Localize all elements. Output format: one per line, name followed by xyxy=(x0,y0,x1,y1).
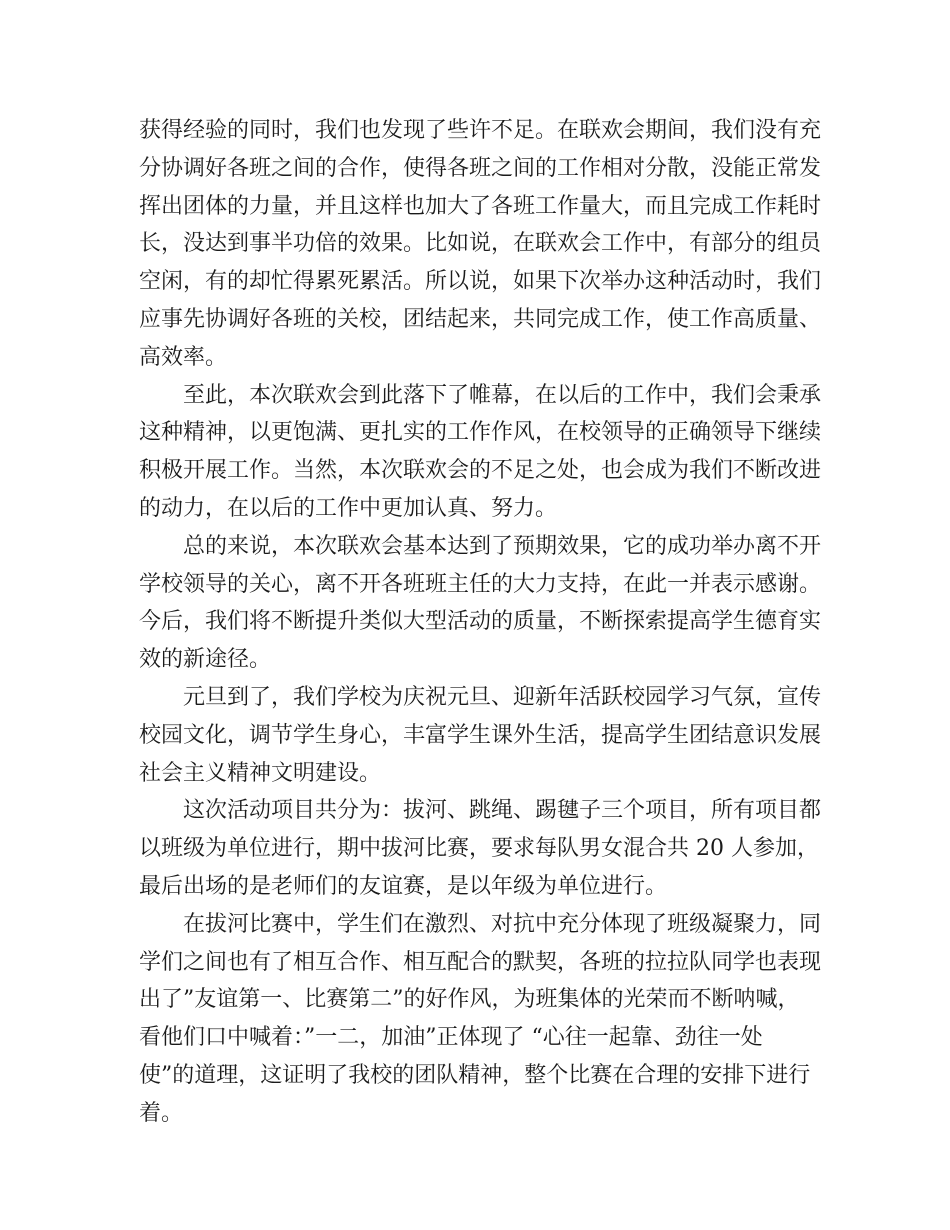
text-line: 校园文化，调节学生身心，丰富学生课外生活，提高学生团结意识发展 xyxy=(139,722,822,748)
text-line: 长，没达到事半功倍的效果。比如说，在联欢会工作中，有部分的组员 xyxy=(139,231,822,257)
text-line: 在拔河比赛中，学生们在激烈、对抗中充分体现了班级凝聚力，同 xyxy=(183,911,822,937)
text-line: 以班级为单位进行，期中拔河比赛，要求每队男女混合共 20 人参加， xyxy=(139,836,819,862)
text-line: 空闲，有的却忙得累死累活。所以说，如果下次举办这种活动时，我们 xyxy=(139,269,822,295)
text-line: 的动力，在以后的工作中更加认真、努力。 xyxy=(139,495,558,521)
text-line: 这种精神，以更饱满、更扎实的工作作风，在校领导的正确领导下继续 xyxy=(139,420,822,446)
paragraph-6 xyxy=(139,906,822,1133)
text-line: 出了”友谊第一、比赛第二”的好作风，为班集体的光荣而不断呐喊， xyxy=(139,987,800,1013)
paragraph-2 xyxy=(139,377,822,528)
text-line: 高效率。 xyxy=(139,344,228,370)
text-line: 应事先协调好各班的关校，团结起来，共同完成工作，使工作高质量、 xyxy=(139,306,822,332)
text-line: 最后出场的是老师们的友谊赛，是以年级为单位进行。 xyxy=(139,873,668,899)
text-line: 今后，我们将不断提升类似大型活动的质量，不断探索提高学生德育实 xyxy=(139,609,822,635)
text-line: 积极开展工作。当然，本次联欢会的不足之处，也会成为我们不断改进 xyxy=(139,458,822,484)
paragraph-1 xyxy=(139,112,822,377)
text-line: 这次活动项目共分为：拔河、跳绳、踢毽子三个项目，所有项目都 xyxy=(183,798,822,824)
document-body xyxy=(139,112,822,1133)
text-line: 元旦到了，我们学校为庆祝元旦、迎新年活跃校园学习气氛，宣传 xyxy=(183,684,822,710)
text-line: 至此，本次联欢会到此落下了帷幕，在以后的工作中，我们会秉承 xyxy=(183,382,822,408)
text-line: 效的新途径。 xyxy=(139,647,272,673)
text-line: 着。 xyxy=(139,1100,184,1126)
paragraph-5 xyxy=(139,792,822,905)
paragraph-3 xyxy=(139,528,822,679)
text-line: 总的来说，本次联欢会基本达到了预期效果，它的成功举办离不开 xyxy=(183,533,822,559)
text-line: 学校领导的关心，离不开各班班主任的大力支持，在此一并表示感谢。 xyxy=(139,571,822,597)
paragraph-4 xyxy=(139,679,822,792)
text-line: 使”的道理，这证明了我校的团队精神，整个比赛在合理的安排下进行 xyxy=(139,1062,811,1088)
text-line: 学们之间也有了相互合作、相互配合的默契，各班的拉拉队同学也表现 xyxy=(139,949,822,975)
text-line: 分协调好各班之间的合作，使得各班之间的工作相对分散，没能正常发 xyxy=(139,155,822,181)
text-line: 社会主义精神文明建设。 xyxy=(139,760,382,786)
text-line: 挥出团体的力量，并且这样也加大了各班工作量大，而且完成工作耗时 xyxy=(139,193,822,219)
text-line: 看他们口中喊着：”一二，加油”正体现了 “心往一起靠、劲往一处 xyxy=(139,1025,763,1051)
text-line: 获得经验的同时，我们也发现了些许不足。在联欢会期间，我们没有充 xyxy=(139,118,822,143)
